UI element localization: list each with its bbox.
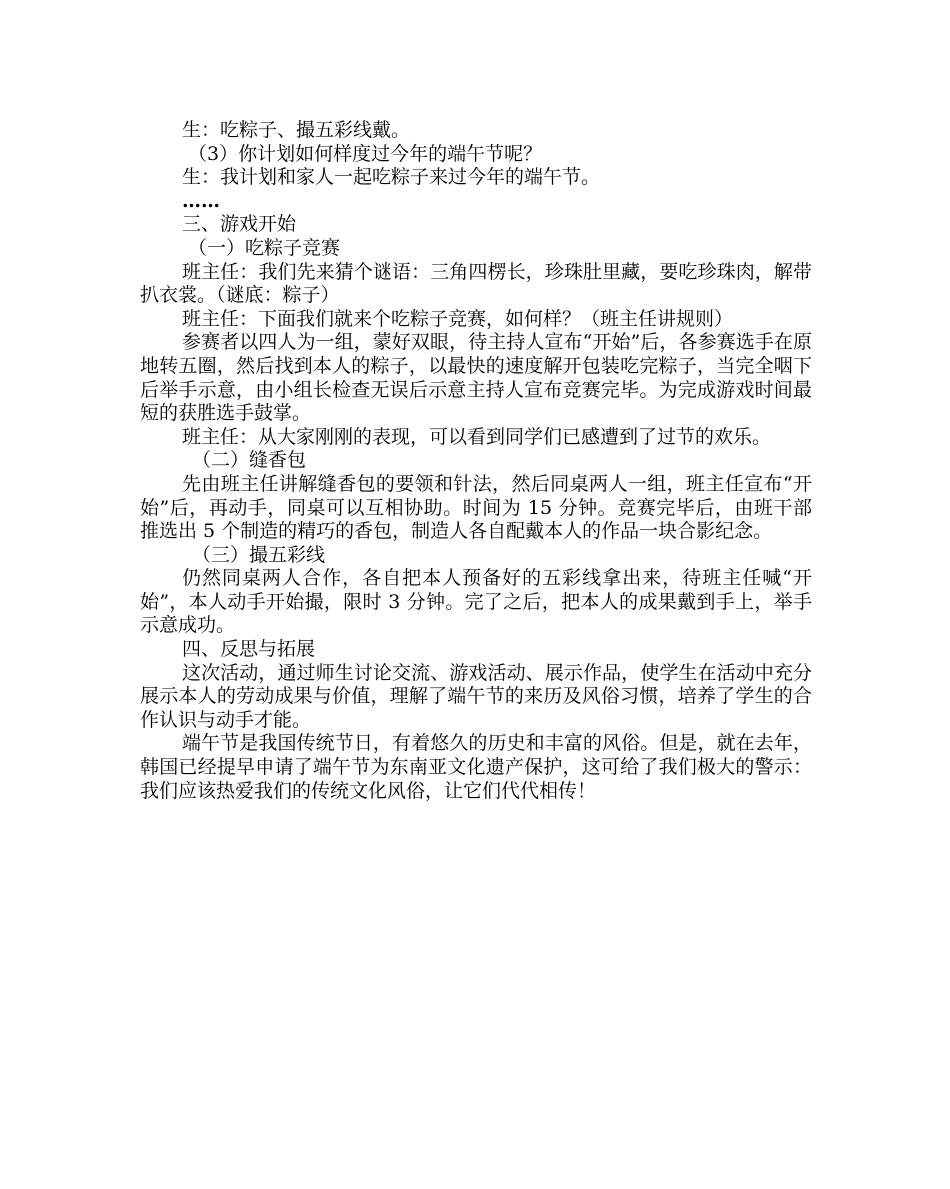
paragraph-sachet-activity: 先由班主任讲解缝香包的要领和针法，然后同桌两人一组，班主任宣布“开始”后，再动手，同桌可以互相协助。时间为 15 分钟。竞赛完毕后，由班干部推选出 5 个制造的精巧的香包，制造人各自配戴本人的作品一块合影纪念。 [140,472,812,543]
paragraph-conclusion: 端午节是我国传统节日，有着悠久的历史和丰富的风俗。但是，就在去年，韩国已经提早申请了端午节为东南亚文化遗产保护，这可给了我们极大的警示：我们应该热爱我们的传统文化风俗，让它们代代相传！ [140,732,812,802]
paragraph-student-answer-2: 生：我计划和家人一起吃粽子来过今年的端午节。 [182,166,601,189]
document-body [140,119,812,803]
subsection-heading-sachet: （二）缝香包 [192,449,307,472]
paragraph-student-answer-1: 生：吃粽子、撮五彩线戴。 [182,119,411,141]
paragraph-teacher-comment: 班主任：从大家刚刚的表现，可以看到同学们已感遭到了过节的欢乐。 [182,425,772,448]
subsection-heading-zongzi-contest: （一）吃粽子竞赛 [188,236,341,259]
paragraph-contest-intro: 班主任：下面我们就来个吃粽子竞赛，如何样？（班主任讲规则） [182,307,734,330]
paragraph-contest-rules: 参赛者以四人为一组，蒙好双眼，待主持人宣布“开始”后，各参赛选手在原地转五圈，然后找到本人的粽子，以最快的速度解开包装吃完粽子，当完全咽下后举手示意，由小组长检查无误后示意主持人宣布竞赛完毕。为完成游戏时间最短的获胜选手鼓掌。 [140,331,812,425]
paragraph-riddle: 班主任：我们先来猜个谜语：三角四楞长，珍珠肚里藏，要吃珍珠肉，解带扒衣裳。（谜底：粽子） [140,260,812,307]
section-heading-game-start: 三、游戏开始 [182,213,297,236]
section-heading-reflection: 四、反思与拓展 [182,638,316,661]
paragraph-reflection: 这次活动，通过师生讨论交流、游戏活动、展示作品，使学生在活动中充分展示本人的劳动成果与价值，理解了端午节的来历及风俗习惯，培养了学生的合作认识与动手才能。 [140,661,812,731]
paragraph-ellipsis: …… [182,189,220,212]
paragraph-question-3: （3）你计划如何样度过今年的端午节呢？ [188,142,543,165]
subsection-heading-five-color-thread: （三）撮五彩线 [192,543,326,566]
paragraph-thread-activity: 仍然同桌两人合作，各自把本人预备好的五彩线拿出来，待班主任喊“开始”，本人动手开始撮，限时 3 分钟。完了之后，把本人的成果戴到手上，举手示意成功。 [140,567,812,637]
